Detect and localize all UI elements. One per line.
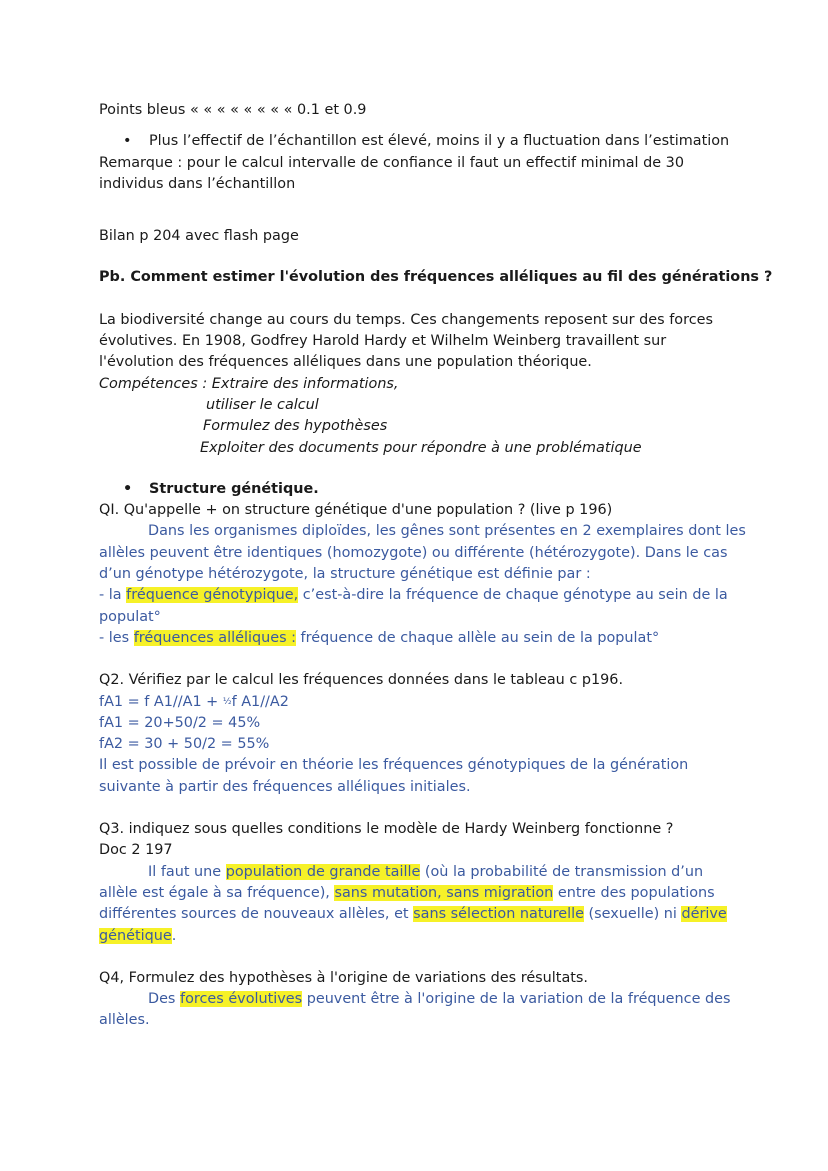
competences-heading: Compétences : Extraire des informations, [99, 375, 399, 392]
answer-3-line-2: allèle est égale à sa fréquence), sans mutation, sans migration entre des populations [99, 884, 715, 901]
calc-fa1: fA1 = 20+50/2 = 45% [99, 714, 261, 731]
answer-1-line-2: allèles peuvent être identiques (homozygote) ou différente (hétérozygote). Dans le cas [99, 544, 728, 561]
competence-documents: Exploiter des documents pour répondre à une problématique [200, 439, 642, 456]
answer-2-line-2: suivante à partir des fréquences alléliques initiales. [99, 778, 471, 795]
answer-1-line-5: populat° [99, 608, 161, 625]
intro-line-1: La biodiversité change au cours du temps. Ces changements reposent sur des forces [99, 311, 713, 328]
remark-line-2: individus dans l’échantillon [99, 175, 296, 192]
question-4: Q4, Formulez des hypothèses à l'origine de variations des résultats. [99, 969, 588, 986]
highlight-evolutionary-forces: forces évolutives [180, 991, 303, 1008]
highlight-no-natural-selection: sans sélection naturelle [413, 906, 584, 923]
question-3: Q3. indiquez sous quelles conditions le modèle de Hardy Weinberg fonctionne ? [99, 821, 674, 838]
fraction-half: ½ [222, 696, 232, 707]
bullet-dot-icon: • [123, 480, 133, 497]
highlight-drift: dérive [681, 906, 727, 923]
competence-calcul: utiliser le calcul [206, 396, 319, 413]
answer-3-line-4: génétique. [99, 927, 177, 944]
problem-heading: Pb. Comment estimer l'évolution des fréquences alléliques au fil des générations ? [99, 269, 773, 286]
intro-line-2: évolutives. En 1908, Godfrey Harold Hardy et Wilhelm Weinberg travaillent sur [99, 333, 667, 350]
blue-points-note: Points bleus « « « « « « « « 0.1 et 0.9 [99, 102, 367, 118]
answer-1-line-4: - la fréquence génotypique, c’est-à-dire la fréquence de chaque génotype au sein de la [99, 587, 728, 604]
highlight-allelic-frequencies: fréquences alléliques : [133, 629, 296, 646]
question-3-doc: Doc 2 197 [99, 842, 173, 859]
highlight-genotypic-frequency: fréquence génotypique, [126, 587, 299, 604]
answer-3-line-1: Il faut une population de grande taille (où la probabilité de transmission d’un [148, 863, 704, 880]
highlight-large-population: population de grande taille [225, 863, 421, 880]
bullet-dot-icon: • [123, 133, 132, 150]
question-2: Q2. Vérifiez par le calcul les fréquences données dans le tableau c p196. [99, 672, 624, 689]
answer-3-line-3: différentes sources de nouveaux allèles, et sans sélection naturelle (sexuelle) ni dérive [99, 906, 727, 923]
calc-fa2: fA2 = 30 + 50/2 = 55% [99, 736, 270, 753]
question-1: QI. Qu'appelle + on structure génétique d'une population ? (live p 196) [99, 502, 613, 519]
answer-4-line-1: Des forces évolutives peuvent être à l'origine de la variation de la fréquence des [148, 991, 731, 1008]
highlight-genetic: génétique [99, 927, 172, 944]
formula-fa1: fA1 = f A1//A1 + ½f A1//A2 [99, 692, 739, 713]
answer-1-line-1: Dans les organismes diploïdes, les gênes sont présentes en 2 exemplaires dont les [148, 523, 746, 540]
answer-2-line-1: Il est possible de prévoir en théorie les fréquences génotypiques de la génération [99, 757, 689, 774]
highlight-no-mutation-migration: sans mutation, sans migration [334, 884, 554, 901]
bullet-sample-size: • Plus l’effectif de l’échantillon est élevé, moins il y a fluctuation dans l’estimation [99, 131, 739, 152]
document-body [99, 100, 773, 1032]
bilan-line: Bilan p 204 avec flash page [99, 228, 299, 245]
competence-hypotheses: Formulez des hypothèses [203, 418, 388, 435]
bullet-structure: • Structure génétique. [99, 479, 739, 500]
answer-1-line-3: d’un génotype hétérozygote, la structure génétique est définie par : [99, 566, 591, 583]
answer-4-line-2: allèles. [99, 1012, 150, 1029]
answer-1-line-6: - les fréquences alléliques : fréquence de chaque allèle au sein de la populat° [99, 629, 660, 646]
intro-line-3: l'évolution des fréquences alléliques dans une population théorique. [99, 354, 592, 371]
remark-line-1: Remarque : pour le calcul intervalle de confiance il faut un effectif minimal de 30 [99, 154, 684, 171]
